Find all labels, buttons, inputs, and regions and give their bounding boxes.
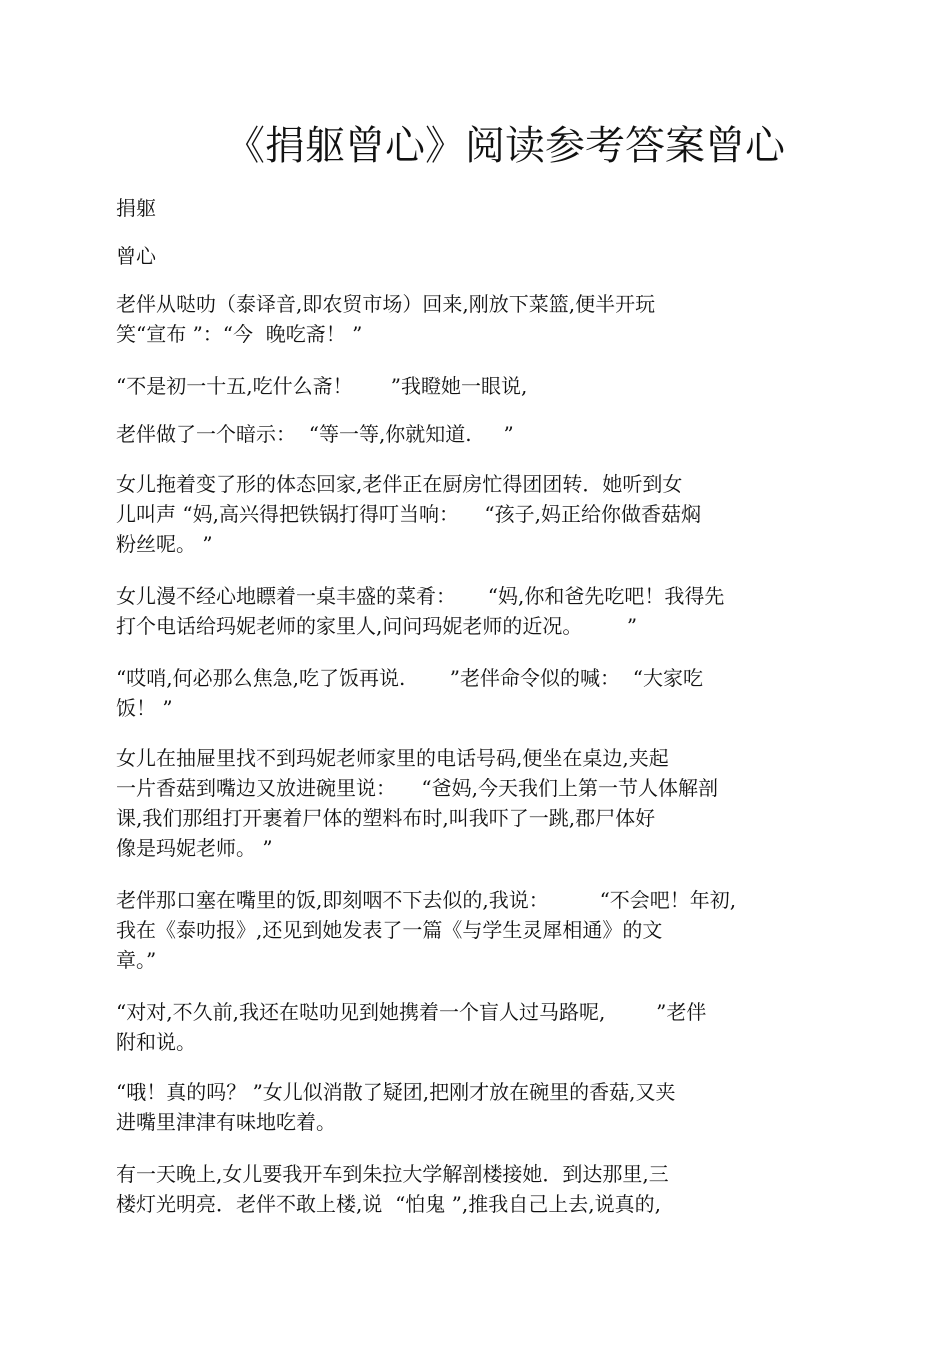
text-line: 儿叫声 “妈,高兴得把铁锅打得叮当响： “孩子,妈正给你做香菇焖 bbox=[116, 502, 701, 526]
text-line: 我在《泰叻报》,还见到她发表了一篇《与学生灵犀相通》的文 bbox=[116, 918, 663, 942]
document-title-text: 《捐躯曾心》阅读参考答案曾心 bbox=[225, 123, 785, 169]
text-line: 曾心 bbox=[116, 244, 156, 268]
text-line: 老伴从哒叻（泰译音,即农贸市场）回来,刚放下菜篮,便半开玩 bbox=[116, 292, 656, 316]
text-line: “不是初一十五,吃什么斋！ ”我瞪她一眼说, bbox=[116, 374, 528, 398]
text-line: 老伴做了一个暗示： “等一等,你就知道. ” bbox=[116, 422, 514, 446]
text-line: 女儿拖着变了形的体态回家,老伴正在厨房忙得团团转．她听到女 bbox=[116, 472, 683, 496]
text-line: 附和说。 bbox=[116, 1030, 196, 1054]
text-line: 饭！ ” bbox=[116, 696, 173, 720]
text-line: 像是玛妮老师。 ” bbox=[116, 836, 273, 860]
text-line: 老伴那口塞在嘴里的饭,即刻咽不下去似的,我说： “不会吧！年初, bbox=[116, 888, 737, 912]
text-line: 进嘴里津津有味地吃着。 bbox=[116, 1110, 336, 1134]
text-line: 课,我们那组打开裹着尸体的塑料布时,叫我吓了一跳,郡尸体好 bbox=[116, 806, 656, 830]
text-line: 楼灯光明亮．老伴不敢上楼,说 “怕鬼 ”,推我自己上去,说真的, bbox=[116, 1192, 661, 1216]
text-line: “哎哨,何必那么焦急,吃了饭再说. ”老伴命令似的喊： “大家吃 bbox=[116, 666, 703, 690]
text-line: 一片香菇到嘴边又放进碗里说： “爸妈,今天我们上第一节人体解剖 bbox=[116, 776, 719, 800]
text-line: 章。” bbox=[116, 948, 157, 972]
text-line: 粉丝呢。 ” bbox=[116, 532, 213, 556]
text-line: “对对,不久前,我还在哒叻见到她携着一个盲人过马路呢, ”老伴 bbox=[116, 1000, 707, 1024]
text-line: 笑“宣布 ”：“今 晚吃斋！ ” bbox=[116, 322, 363, 346]
text-line: “哦！真的吗？ ”女儿似消散了疑团,把刚才放在碗里的香菇,又夹 bbox=[116, 1080, 676, 1104]
text-line: 有一天晚上,女儿要我开车到朱拉大学解剖楼接她．到达那里,三 bbox=[116, 1162, 669, 1186]
text-line: 女儿漫不经心地瞟着一桌丰盛的菜肴： “妈,你和爸先吃吧！我得先 bbox=[116, 584, 725, 608]
text-line: 打个电话给玛妮老师的家里人,问问玛妮老师的近况。 ” bbox=[116, 614, 638, 638]
document-title bbox=[0, 118, 950, 174]
text-line: 捐躯 bbox=[116, 196, 156, 220]
text-line: 女儿在抽屉里找不到玛妮老师家里的电话号码,便坐在桌边,夹起 bbox=[116, 746, 669, 770]
